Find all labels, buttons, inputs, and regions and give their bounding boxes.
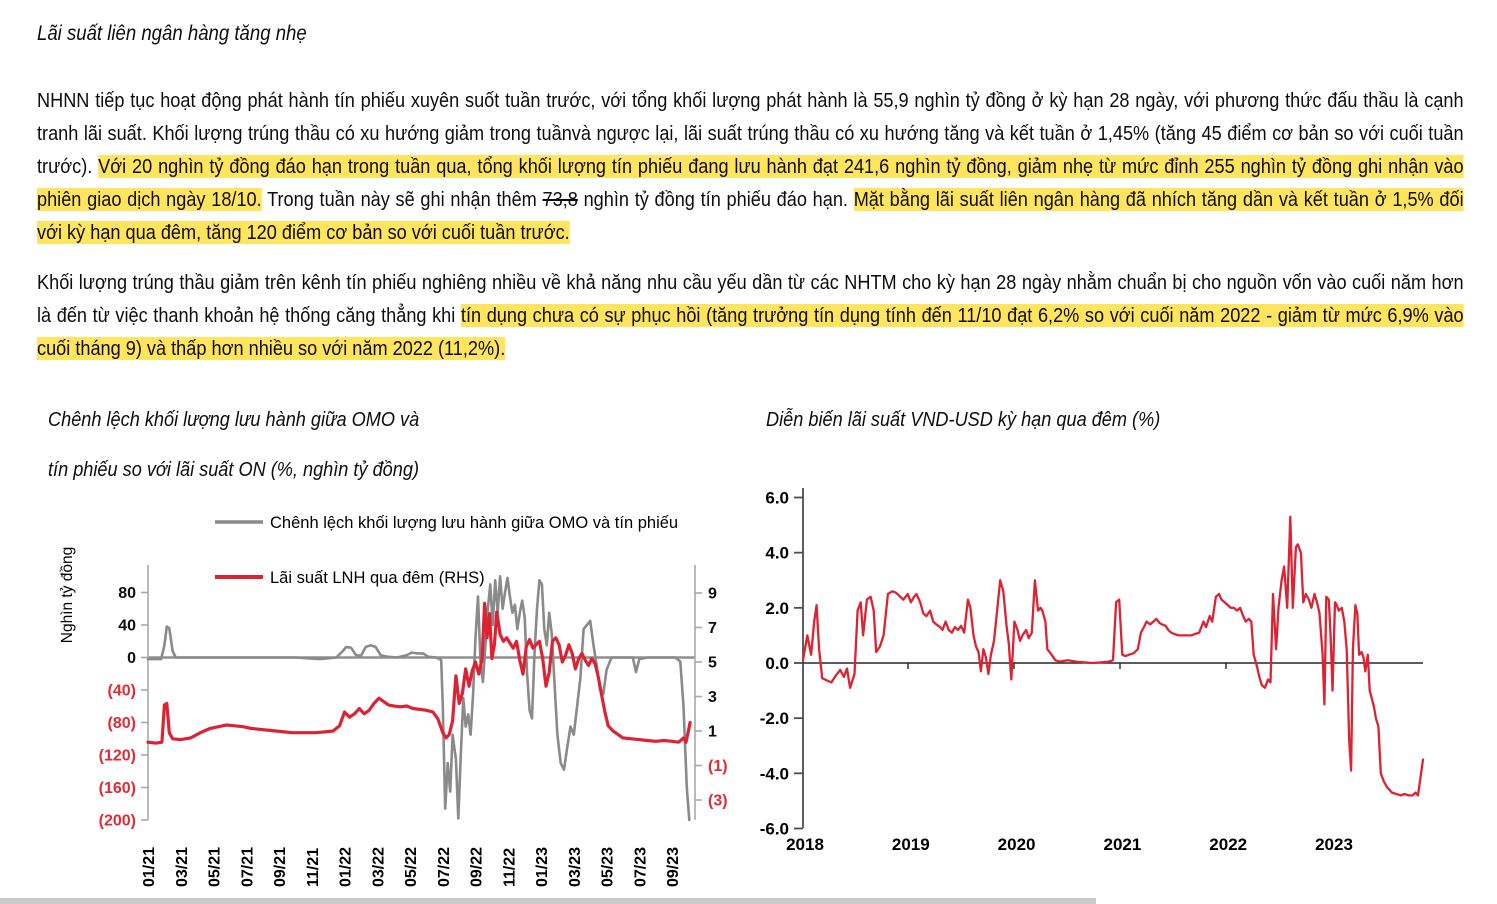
overnight-rate-line bbox=[148, 603, 690, 743]
paragraph-1 bbox=[37, 84, 1464, 249]
x-axis-tick-label: 2019 bbox=[891, 835, 930, 854]
x-axis-tick-label: 01/23 bbox=[534, 846, 552, 887]
left-axis-tick-label: (200) bbox=[98, 812, 136, 830]
left-axis-title: Nghìn tỷ đồng bbox=[59, 546, 76, 644]
y-axis-tick-label: 2.0 bbox=[765, 598, 789, 618]
right-axis-tick-label: 1 bbox=[708, 723, 717, 741]
y-axis-tick-label: 6.0 bbox=[765, 488, 789, 508]
x-axis-tick-label: 2020 bbox=[997, 835, 1036, 854]
x-axis-tick-label: 07/21 bbox=[239, 846, 257, 887]
x-axis-tick-label: 03/22 bbox=[370, 846, 388, 887]
y-axis-tick-label: -6.0 bbox=[759, 819, 789, 839]
left-axis-tick-label: 80 bbox=[118, 585, 136, 602]
x-axis-tick-label: 09/21 bbox=[272, 846, 290, 887]
y-axis-tick-label: -2.0 bbox=[759, 709, 789, 729]
swap-rate-line bbox=[803, 517, 1423, 796]
right-axis-tick-label: 3 bbox=[708, 689, 717, 706]
right-axis-tick-label: 7 bbox=[708, 620, 717, 637]
omo-bill-gap-line bbox=[148, 576, 689, 820]
x-axis-tick-label: 2023 bbox=[1315, 835, 1353, 854]
x-axis-tick-label: 05/23 bbox=[599, 846, 617, 887]
x-axis-tick-label: 03/23 bbox=[566, 846, 584, 887]
x-axis-tick-label: 07/22 bbox=[435, 846, 453, 887]
left-axis-tick-label: 0 bbox=[127, 650, 136, 667]
left-chart-title-line2: tín phiếu so với lãi suất ON (%, nghìn tỷ đồng) bbox=[48, 458, 419, 481]
left-axis-tick-label: 40 bbox=[118, 617, 136, 635]
body-text: Trong tuần này sẽ ghi nhận thêm bbox=[261, 188, 543, 211]
left-chart-title-line1: Chênh lệch khối lượng lưu hành giữa OMO và bbox=[48, 408, 420, 431]
x-axis-tick-label: 2018 bbox=[786, 835, 824, 854]
paragraph-2 bbox=[37, 266, 1464, 365]
left-axis-tick-label: (160) bbox=[98, 780, 136, 797]
right-axis-tick-label: 9 bbox=[708, 585, 717, 603]
y-axis-tick-label: 0.0 bbox=[765, 654, 789, 673]
highlighted-text: tín dụng chưa có sự phục hồi (tăng trưởng tín dụng tính đến 11/10 đạt 6,2% so với cuối năm 2022 - giảm từ mức 6,9% vào cuối tháng 9) và thấp hơn nhiều so với năm 2022 (11,2%). bbox=[37, 304, 1464, 360]
x-axis-tick-label: 05/21 bbox=[206, 846, 224, 887]
x-axis-tick-label: 11/21 bbox=[304, 847, 322, 887]
left-axis-tick-label: (40) bbox=[107, 682, 136, 700]
struck-text: 73,8 bbox=[542, 188, 578, 211]
section-heading: Lãi suất liên ngân hàng tăng nhẹ bbox=[37, 22, 307, 45]
x-axis-tick-label: 03/21 bbox=[173, 846, 191, 887]
x-axis-tick-label: 05/22 bbox=[403, 846, 421, 887]
vnd-usd-swap-rate-chart bbox=[740, 480, 1497, 884]
y-axis-tick-label: -4.0 bbox=[759, 764, 789, 784]
body-text: NHNN tiếp tục hoạt động phát hành tín phiếu xuyên suốt tuần trước, với tổng khối lượng phát hành là 55,9 nghìn tỷ đồng ở kỳ hạn 28 ngày, với phương thức đấu thầu là cạnh tranh lãi suất. Khối lượng trúng thầu có xu hướng giảm trong tuầnvà ngược lại, lãi suất trúng thầu có xu hướng tăng và kết tuần ở 1,45% (tăng 45 điểm cơ bản so với cuối tuần trước). bbox=[37, 89, 1464, 178]
body-text: nghìn tỷ đồng tín phiếu đáo hạn. bbox=[577, 188, 854, 211]
legend-label: Lãi suất LNH qua đêm (RHS) bbox=[270, 569, 485, 587]
left-axis-tick-label: (120) bbox=[98, 747, 136, 765]
right-axis-tick-label: 5 bbox=[708, 654, 717, 672]
body-text: Khối lượng trúng thầu giảm trên kênh tín phiếu nghiêng nhiều về khả năng nhu cầu yếu dần từ các NHTM cho kỳ hạn 28 ngày nhằm chuẩn bị cho nguồn vốn vào cuối năm hơn là đến từ việc thanh khoản hệ thống căng thẳng khi bbox=[37, 271, 1464, 327]
right-axis-tick-label: (3) bbox=[708, 792, 728, 810]
x-axis-tick-label: 07/23 bbox=[632, 846, 650, 887]
x-axis-tick-label: 09/23 bbox=[665, 846, 683, 887]
y-axis-tick-label: 4.0 bbox=[765, 543, 789, 563]
x-axis-tick-label: 2022 bbox=[1209, 835, 1248, 854]
x-axis-tick-label: 01/22 bbox=[337, 846, 355, 887]
omo-treasury-bill-chart bbox=[30, 495, 740, 895]
legend-label: Chênh lệch khối lượng lưu hành giữa OMO và tín phiếu bbox=[270, 514, 679, 532]
right-chart-title: Diễn biến lãi suất VND-USD kỳ hạn qua đêm (%) bbox=[766, 408, 1161, 431]
right-axis-tick-label: (1) bbox=[708, 758, 728, 775]
highlighted-text: Mặt bằng lãi suất liên ngân hàng đã nhích tăng dần và kết tuần ở 1,5% đối với kỳ hạn qua đêm, tăng 120 điểm cơ bản so với cuối tuần trước. bbox=[37, 188, 1464, 244]
x-axis-tick-label: 09/22 bbox=[468, 846, 486, 887]
x-axis-tick-label: 11/22 bbox=[501, 847, 519, 887]
left-axis-tick-label: (80) bbox=[107, 715, 136, 732]
x-axis-tick-label: 01/21 bbox=[141, 846, 158, 887]
x-axis-tick-label: 2021 bbox=[1103, 835, 1142, 854]
highlighted-text: Với 20 nghìn tỷ đồng đáo hạn trong tuần qua, tổng khối lượng tín phiếu đang lưu hành đạt 241,6 nghìn tỷ đồng, giảm nhẹ từ mức đỉnh 255 nghìn tỷ đồng ghi nhận vào phiên giao dịch ngày 18/10. bbox=[37, 155, 1464, 211]
next-section-edge bbox=[0, 898, 1096, 904]
